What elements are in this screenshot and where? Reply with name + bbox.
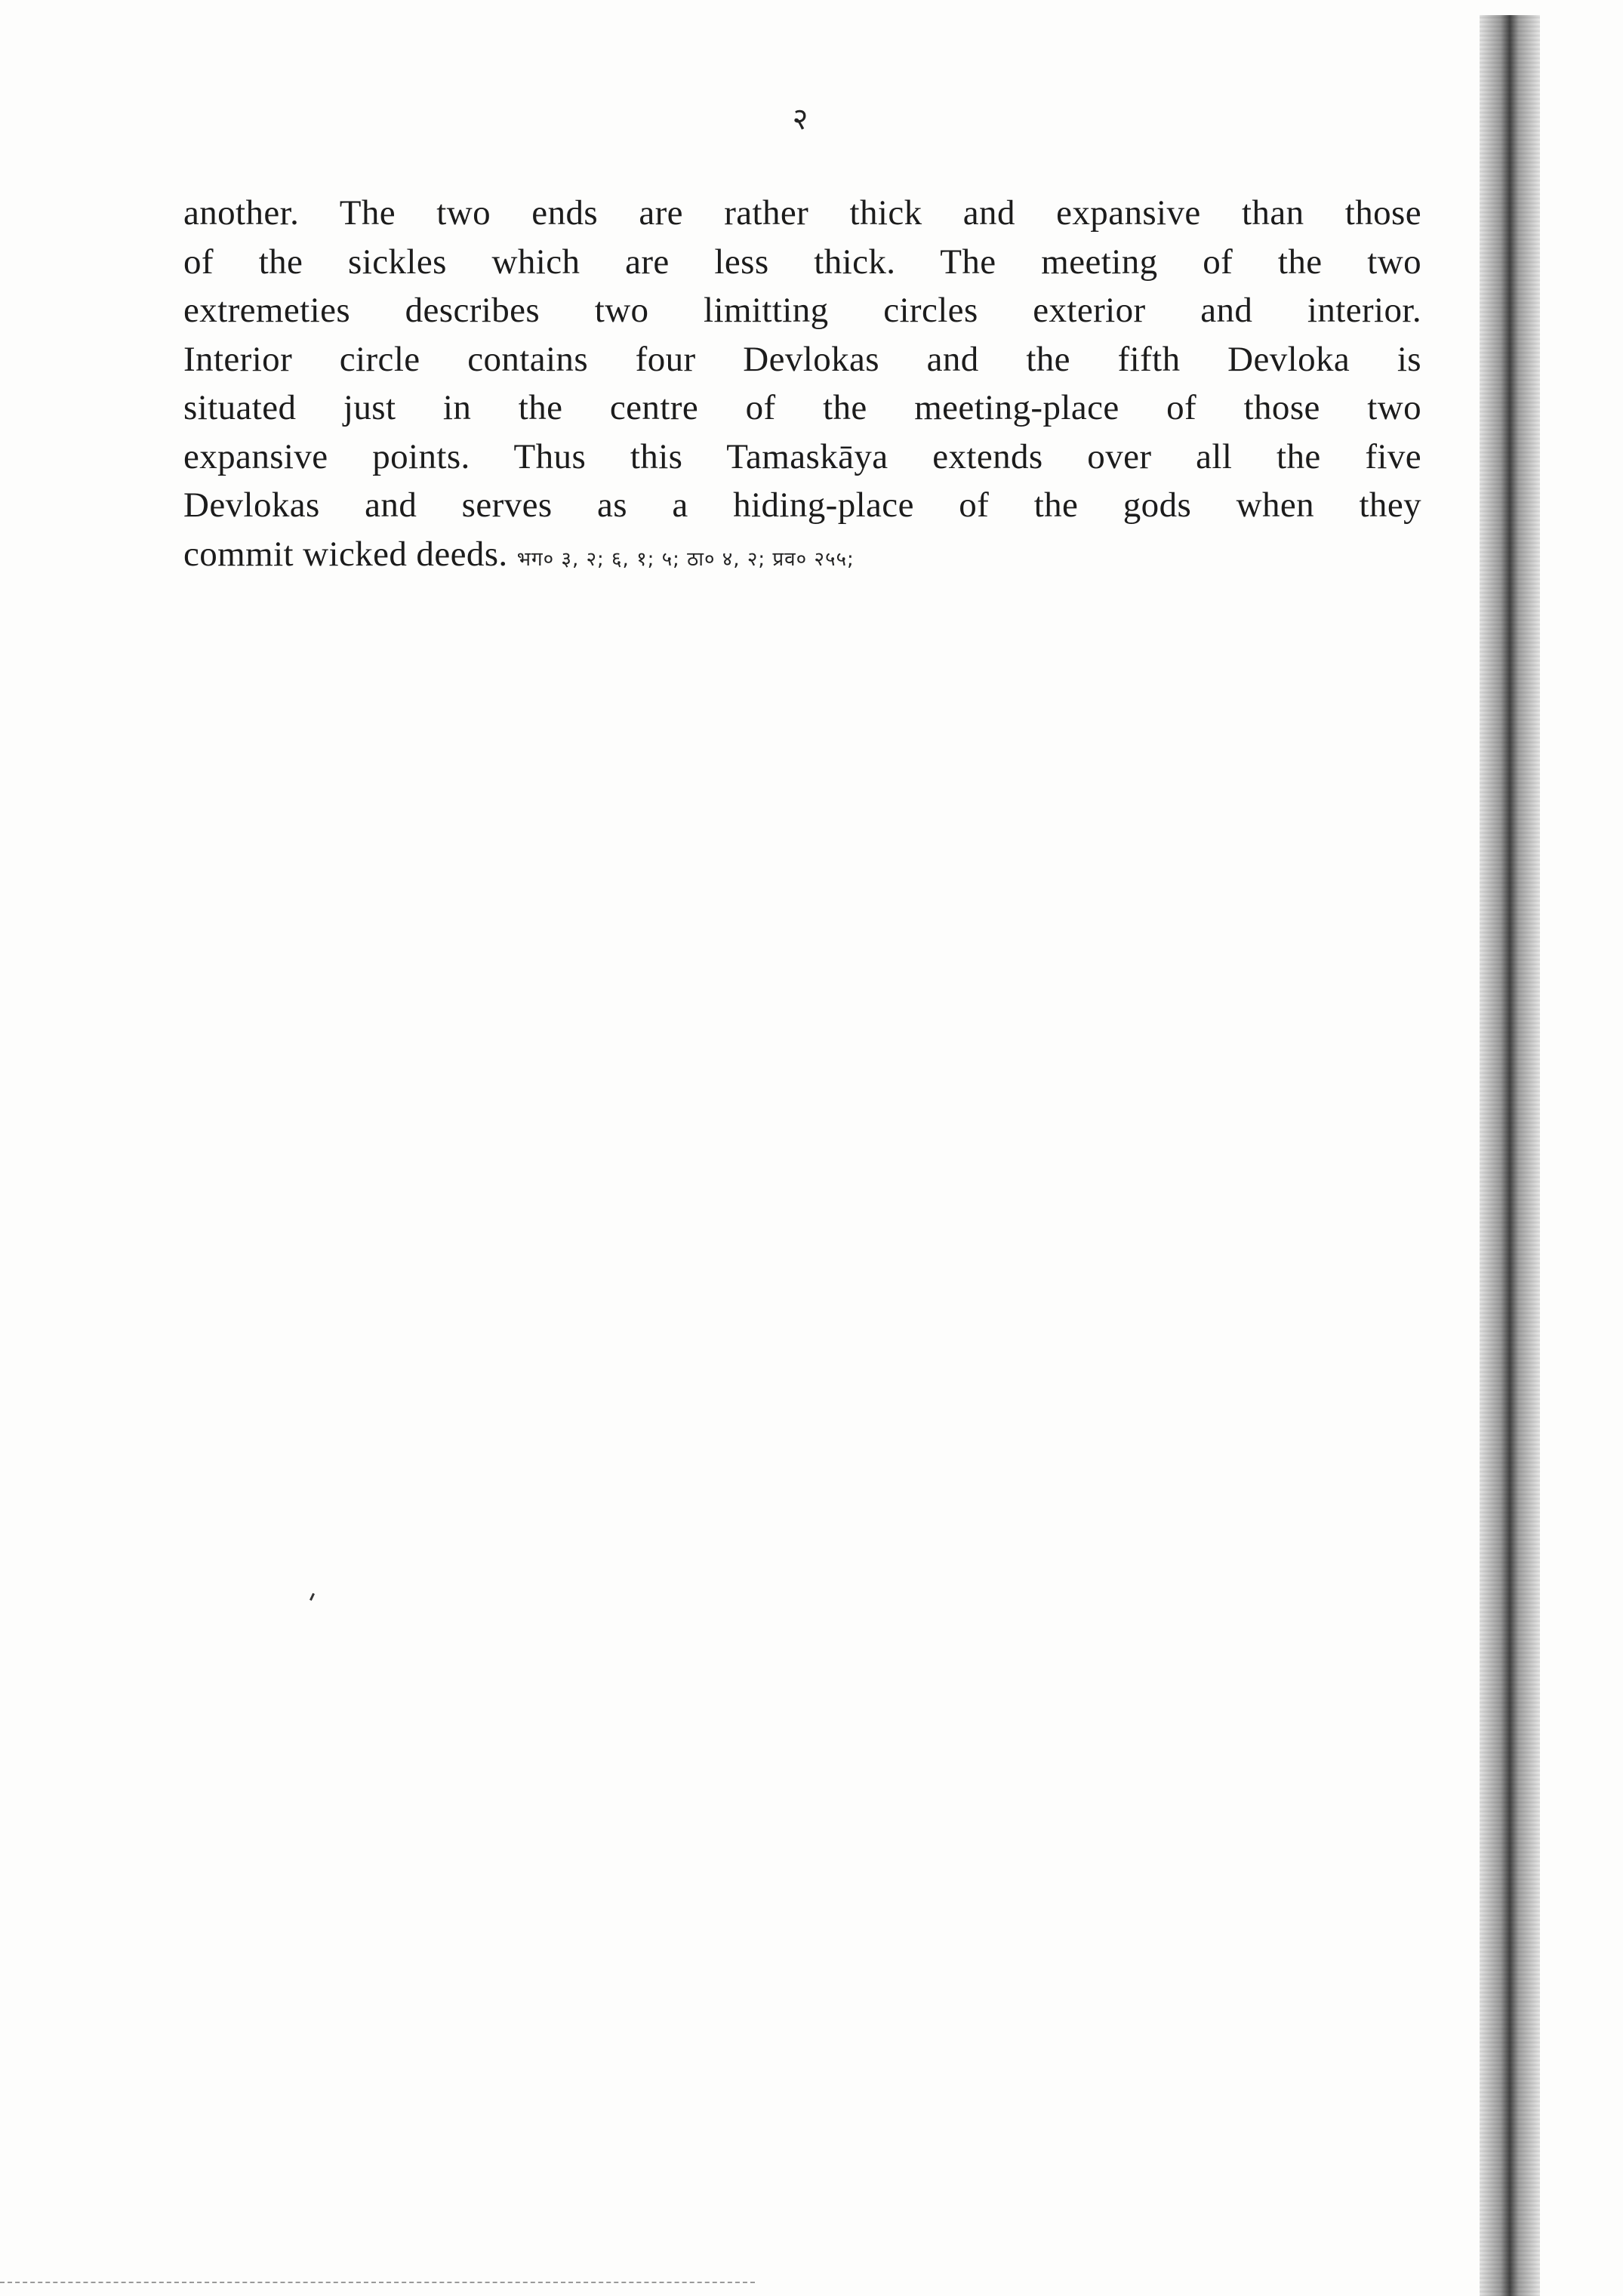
text-line: extremeties describes two limitting circles exterior and interior. <box>183 291 1421 330</box>
last-line-text: commit wicked deeds. <box>183 534 508 574</box>
citation-reference: भग० ३, २; ६, १; ५; ठा० ४, २; प्रव० २५५; <box>516 547 855 571</box>
text-line: expansive points. Thus this Tamaskāya extends over all the five <box>183 436 1421 476</box>
scan-bottom-edge <box>0 2282 755 2283</box>
text-line: Devlokas and serves as a hiding-place of the gods when they <box>183 485 1421 525</box>
scan-binding-edge <box>1480 15 1540 2296</box>
text-line: Interior circle contains four Devlokas and the fifth Devloka is <box>183 339 1421 379</box>
text-line-last <box>183 530 1421 584</box>
text-line: of the sickles which are less thick. The meeting of the two <box>183 242 1421 282</box>
body-paragraph <box>183 189 1421 584</box>
ink-speck <box>310 1593 315 1601</box>
text-line: situated just in the centre of the meeting-place of those two <box>183 388 1421 427</box>
text-line: another. The two ends are rather thick and expansive than those <box>183 193 1421 233</box>
page-number: २ <box>792 102 808 137</box>
